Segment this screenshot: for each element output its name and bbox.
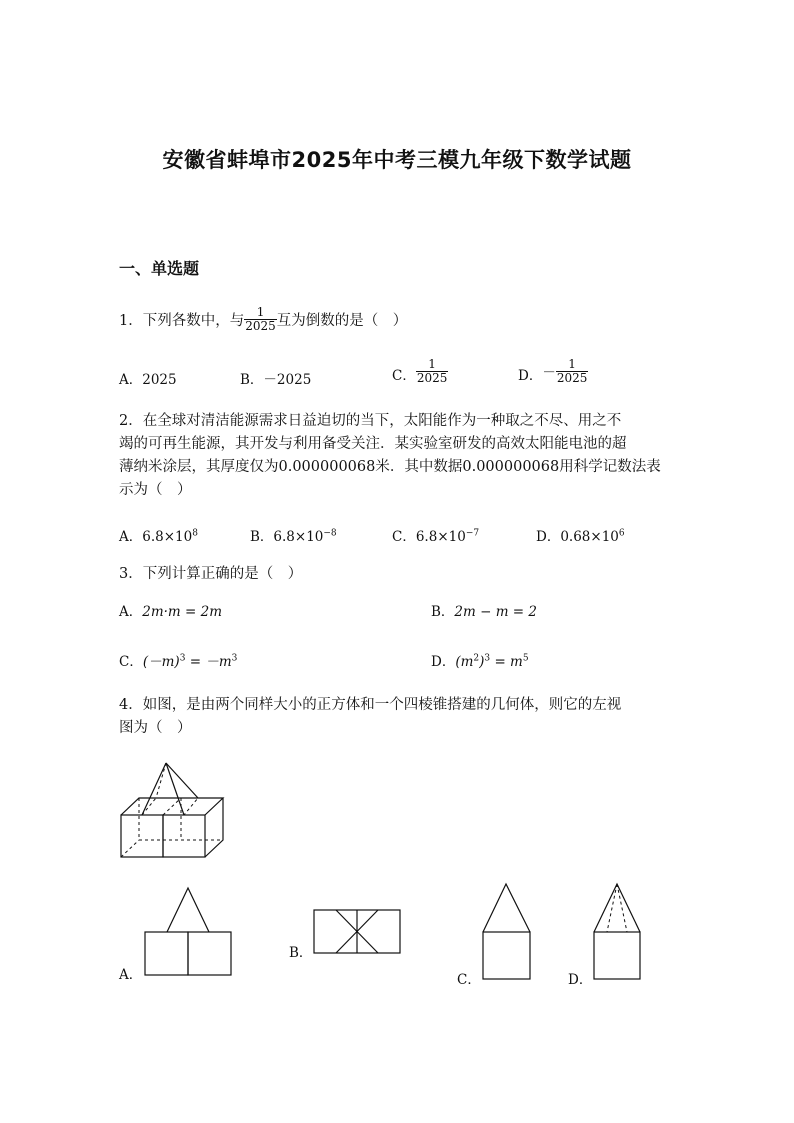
option-base: (m — [455, 654, 474, 670]
pyramid-edge — [166, 763, 198, 798]
view-a-triangle — [167, 888, 209, 932]
option-exponent: 5 — [522, 653, 529, 664]
option-label: B． — [250, 529, 274, 545]
option-exponent: 2 — [473, 653, 480, 664]
fraction-denominator: 2025 — [416, 370, 448, 385]
cube-front-right — [163, 815, 205, 857]
view-c-triangle — [483, 884, 530, 932]
option-exponent: 6 — [618, 528, 625, 539]
option-base: 0.68×10 — [560, 529, 619, 545]
option-label: A． — [119, 529, 143, 545]
option-label: D． — [536, 529, 561, 545]
option-value: 2m − m = 2 — [454, 604, 537, 620]
question-1-prefix: 1．下列各数中，与 — [119, 312, 245, 329]
question-2-line: 示为（ ） — [119, 482, 192, 498]
q4-option-d[interactable]: D． — [568, 972, 593, 988]
option-label: A． — [119, 372, 143, 388]
page-title: 安徽省蚌埠市2025年中考三模九年级下数学试题 — [162, 148, 632, 172]
option-value: 2m·m = 2m — [142, 604, 223, 620]
question-4-line: 4．如图，是由两个同样大小的正方体和一个四棱锥搭建的几何体，则它的左视 — [119, 697, 622, 713]
option-label: B． — [240, 372, 264, 388]
q4-view-c — [483, 884, 530, 979]
pyramid-base — [142, 798, 198, 815]
pyramid-edge — [166, 763, 184, 815]
option-value: 2025 — [142, 372, 177, 388]
question-2-line: 薄纳米涂层，其厚度仅为0.000000068米．其中数据0.000000068用科学记数法表 — [119, 459, 661, 475]
option-base: (－m) — [142, 654, 180, 670]
option-label: C． — [392, 368, 416, 385]
option-base: 6.8×10 — [273, 529, 324, 545]
q4-view-d — [594, 884, 640, 979]
q4-option-b[interactable]: B． — [289, 945, 313, 961]
option-exponent: 3 — [484, 653, 491, 664]
hidden-edge — [121, 840, 139, 857]
solid-figure — [121, 763, 223, 857]
question-4-line: 图为（ ） — [119, 720, 192, 736]
view-a-square-right — [188, 932, 231, 975]
fraction-numerator: 1 — [428, 357, 436, 371]
q4-option-a[interactable]: A． — [119, 967, 143, 983]
view-d-hidden-edge — [617, 884, 627, 932]
view-d-hidden-edge — [607, 884, 617, 932]
option-label: D． — [431, 654, 456, 670]
question-2-line: 2．在全球对清洁能源需求日益迫切的当下，太阳能作为一种取之不尽、用之不 — [119, 413, 622, 429]
option-base: 6.8×10 — [142, 529, 193, 545]
q4-view-a — [145, 888, 231, 975]
fraction-denominator: 2025 — [245, 318, 276, 333]
fraction-numerator: 1 — [568, 357, 576, 371]
option-sign: － — [542, 365, 556, 382]
q4-option-c[interactable]: C． — [457, 972, 481, 988]
option-base: 6.8×10 — [415, 529, 466, 545]
option-rest: = －m — [185, 654, 232, 670]
fraction-numerator: 1 — [256, 305, 265, 319]
option-value: －2025 — [263, 372, 312, 388]
option-label: A． — [119, 604, 143, 620]
option-exponent: 3 — [231, 653, 238, 664]
fraction-denominator: 2025 — [556, 370, 588, 385]
option-paren: ) — [479, 654, 485, 670]
question-3-stem: 3．下列计算正确的是（ ） — [119, 566, 303, 582]
option-label: D． — [518, 368, 543, 385]
option-label: B． — [431, 604, 455, 620]
section-heading: 一、单选题 — [119, 259, 200, 278]
hidden-edge — [163, 798, 181, 815]
option-exponent: 3 — [179, 653, 186, 664]
option-exponent: 8 — [192, 528, 198, 539]
option-rest: = m — [490, 654, 523, 670]
option-exponent: −8 — [323, 528, 337, 539]
option-exponent: −7 — [465, 528, 480, 539]
option-label: C． — [119, 654, 143, 670]
pyramid-edge — [142, 763, 166, 815]
view-d-square — [594, 932, 640, 979]
option-label: C． — [392, 529, 416, 545]
view-d-triangle — [594, 884, 640, 932]
view-c-square — [483, 932, 530, 979]
question-1-suffix: 互为倒数的是（ ） — [276, 312, 408, 329]
view-a-square-left — [145, 932, 188, 975]
q4-view-b — [314, 910, 400, 953]
question-2-line: 竭的可再生能源，其开发与利用备受关注．某实验室研发的高效太阳能电池的超 — [119, 436, 627, 452]
